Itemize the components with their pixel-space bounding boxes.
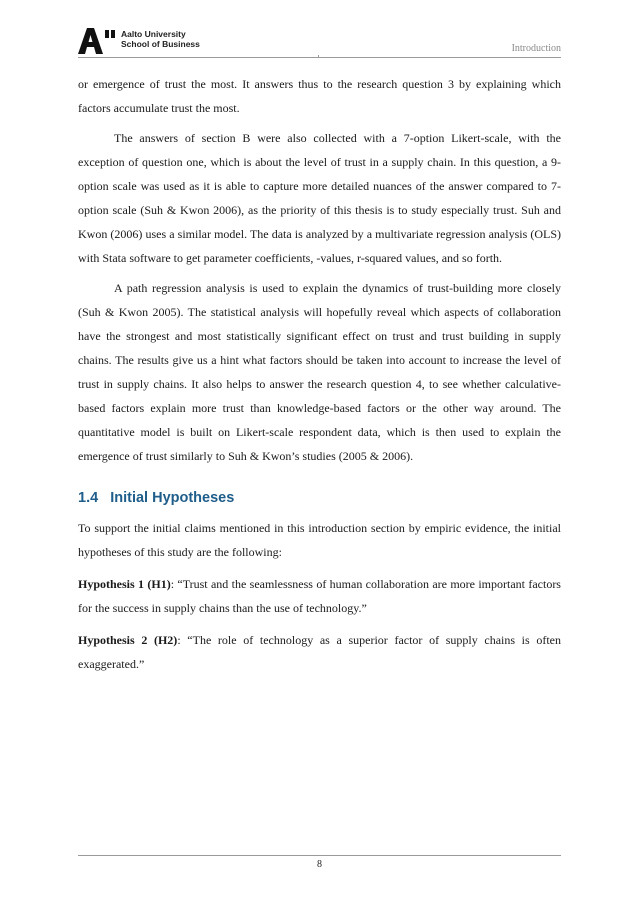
logo-text <box>121 29 200 49</box>
page-number: 8 <box>317 859 322 870</box>
paragraph: or emergence of trust the most. It answers thus to the research question 3 by explaining which factors accumulate trust the most. <box>78 77 561 115</box>
hypothesis-label: Hypothesis 1 (H1) <box>78 577 171 591</box>
hypothesis-text: : “The role of technology as a superior factor of supply chains is often exaggerated.” <box>78 633 561 671</box>
page-body <box>78 72 561 676</box>
section-number: 1.4 <box>78 490 99 506</box>
running-title: Introduction <box>511 43 561 54</box>
hypothesis-2 <box>78 628 561 676</box>
logo-university: Aalto University <box>121 29 186 39</box>
page-header <box>78 28 561 58</box>
header-tick <box>318 55 319 58</box>
header-divider <box>78 57 561 58</box>
paragraph: A path regression analysis is used to explain the dynamics of trust-building more closely (Suh & Kwon 2005). The statistical analysis will hopefully reveal which aspects of collaboration have the strongest and most statistically significant effect on trust and trust building in supply chains. The results give us a hint what factors should be taken into account to increase the level of trust in supply chains. It also helps to answer the research question 4, to see whether calculative-based factors explain more trust than knowledge-based factors or the other way around. The quantitative model is built on Likert-scale respondent data, which is then used to explain the emergence of trust similarly to Suh & Kwon’s studies (2005 & 2006). <box>78 281 561 463</box>
footer-divider <box>78 855 561 856</box>
hypothesis-1 <box>78 572 561 620</box>
section-heading <box>78 486 561 510</box>
paragraph: The answers of section B were also collected with a 7-option Likert-scale, with the exception of question one, which is about the level of trust in a supply chain. In this question, a 9-option scale was used as it is able to capture more detailed nuances of the answer compared to 7-option scale (Suh & Kwon 2006), as the priority of this thesis is to study especially trust. Suh and Kwon (2006) uses a similar model. The data is analyzed by a multivariate regression analysis (OLS) with Stata software to get parameter coefficients, -values, r-squared values, and so forth. <box>78 131 561 265</box>
logo-school: School of Business <box>121 39 200 49</box>
hypothesis-label: Hypothesis 2 (H2) <box>78 633 178 647</box>
hypothesis-text: : “Trust and the seamlessness of human collaboration are more important factors for the success in supply chains than the use of technology.” <box>78 577 561 615</box>
aalto-logo-icon <box>78 28 118 54</box>
section-title: Initial Hypotheses <box>110 490 235 506</box>
paragraph: To support the initial claims mentioned in this introduction section by empiric evidence, the initial hypotheses of this study are the following: <box>78 521 561 559</box>
